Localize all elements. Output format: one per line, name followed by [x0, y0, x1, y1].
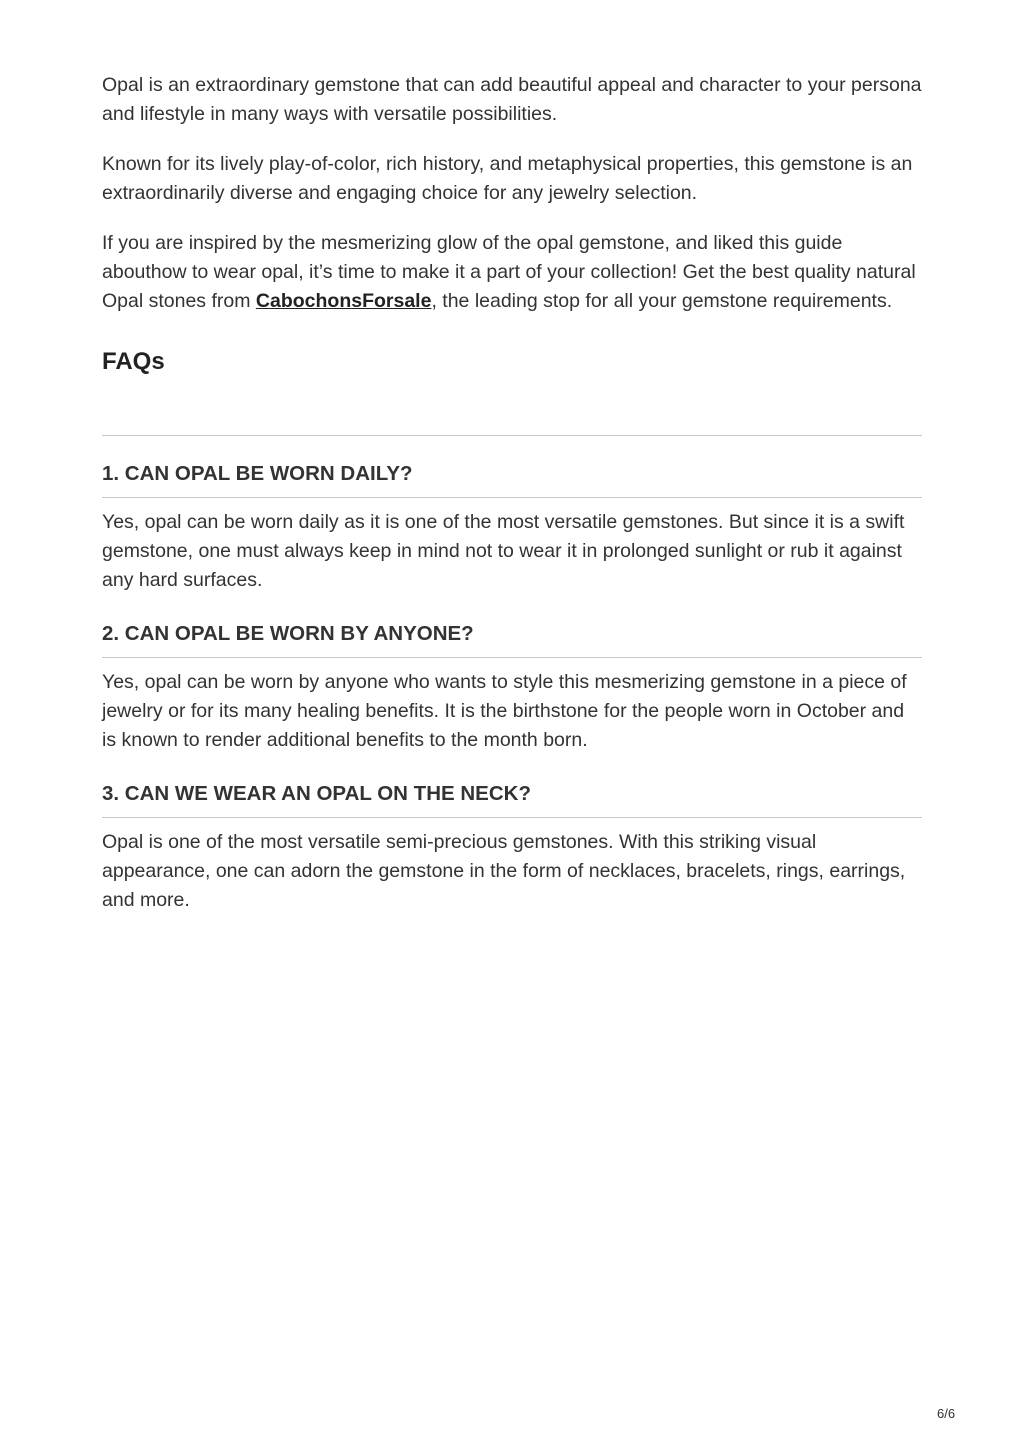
intro-paragraph-1: Opal is an extraordinary gemstone that can add beautiful appeal and character to your persona and lifestyle in many ways with versatile possibilities. — [102, 74, 922, 125]
faq-item-2 — [102, 621, 922, 755]
faq-item-3 — [102, 781, 922, 915]
intro-paragraph-3-text-end: , the leading stop for all your gemstone requirements. — [431, 290, 893, 312]
cabochonsforsale-link[interactable]: CabochonsForsale — [255, 290, 432, 312]
faq-question: 1. CAN OPAL BE WORN DAILY? — [102, 461, 922, 498]
page-number: 6/6 — [937, 1406, 956, 1421]
intro-paragraph-3-text-start: If you are inspired by the mesmerizing glow of the opal gemstone, and liked this guide abouthow to wear opal, it’s time to make it a part of your collection! Get the best quality natural Opal stones from — [102, 232, 916, 312]
intro-paragraph-2: Known for its lively play-of-color, rich history, and metaphysical properties, this gemstone is an extraordinarily diverse and engaging choice for any jewelry selection. — [102, 153, 913, 204]
document-content — [102, 71, 922, 915]
faq-item-1 — [102, 461, 922, 595]
faq-divider — [102, 435, 922, 436]
faq-answer: Yes, opal can be worn daily as it is one of the most versatile gemstones. But since it is a swift gemstone, one must always keep in mind not to wear it in prolonged sunlight or rub it against any hard surfaces. — [102, 511, 905, 591]
faq-answer: Opal is one of the most versatile semi-precious gemstones. With this striking visual appearance, one can adorn the gemstone in the form of necklaces, bracelets, rings, earrings, and more. — [102, 831, 906, 911]
faq-answer: Yes, opal can be worn by anyone who wants to style this mesmerizing gemstone in a piece of jewelry or for its many healing benefits. It is the birthstone for the people worn in October and is known to render additional benefits to the month born. — [102, 671, 907, 751]
intro-paragraph-3 — [102, 229, 922, 316]
faq-question: 2. CAN OPAL BE WORN BY ANYONE? — [102, 621, 922, 658]
faq-heading: FAQs — [102, 348, 165, 375]
faq-question: 3. CAN WE WEAR AN OPAL ON THE NECK? — [102, 781, 922, 818]
